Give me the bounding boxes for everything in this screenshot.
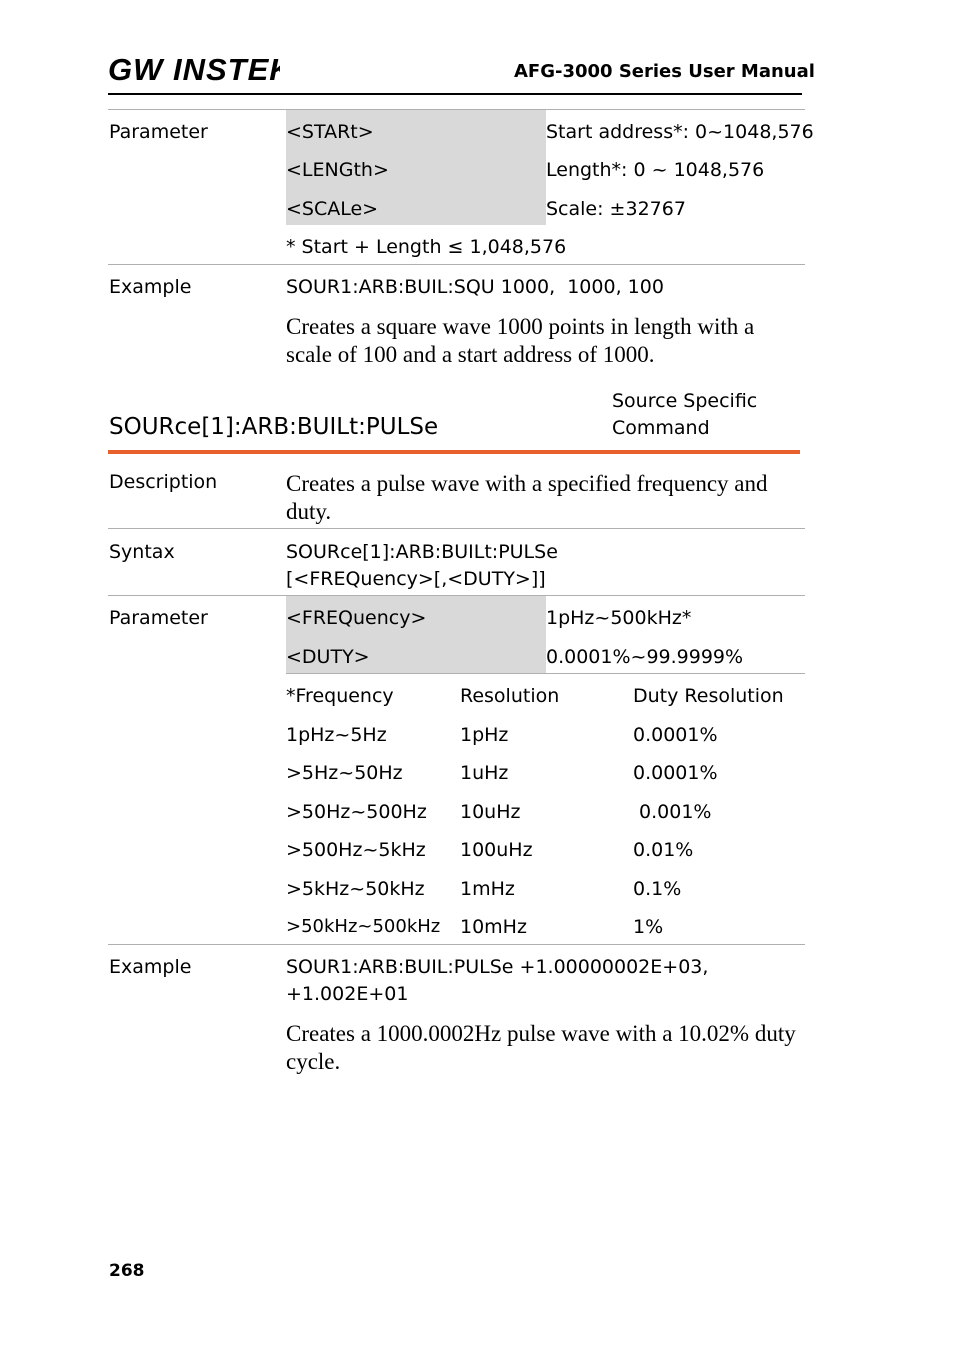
table-cell: 10mHz: [460, 916, 527, 938]
table-cell: >50kHz~500kHz: [286, 916, 441, 937]
parameter-label: Parameter: [109, 121, 208, 143]
example-command: +1.002E+01: [286, 983, 409, 1005]
table-cell: >50Hz~500Hz: [286, 801, 427, 823]
table-cell: 1pHz: [460, 724, 509, 746]
table-header: Resolution: [460, 685, 560, 707]
example-label: Example: [109, 956, 192, 978]
table-cell: 1uHz: [460, 762, 509, 784]
manual-title: AFG-3000 Series User Manual: [514, 61, 815, 82]
param-name: <DUTY>: [286, 646, 370, 668]
table-cell: 0.001%: [633, 801, 712, 823]
section-rule: [108, 450, 800, 454]
table-cell: >5kHz~50kHz: [286, 878, 425, 900]
table-cell: >5Hz~50Hz: [286, 762, 403, 784]
section-category: Source Specific Command: [612, 390, 758, 439]
table-header: Duty Resolution: [633, 685, 784, 707]
table-header: *Frequency: [286, 685, 394, 707]
example-command: SOUR1:ARB:BUIL:SQU 1000, 1000, 100: [286, 276, 664, 298]
table-cell: 1%: [633, 916, 664, 938]
syntax-line: [<FREQuency>[,<DUTY>]]: [286, 568, 546, 590]
table-cell: 1pHz~5Hz: [286, 724, 387, 746]
parameter-note: * Start + Length ≤ 1,048,576: [286, 236, 567, 258]
param-value: Scale: ±32767: [546, 198, 686, 220]
divider: [286, 673, 805, 674]
divider: [108, 944, 805, 945]
param-value: 0.0001%~99.9999%: [546, 646, 744, 668]
example-label: Example: [109, 276, 192, 298]
param-value: Start address*: 0~1048,576: [546, 121, 814, 143]
param-name: <FREQuency>: [286, 607, 427, 629]
param-name: <STARt>: [286, 121, 374, 143]
section-title: SOURce[1]:ARB:BUILt:PULSe: [109, 414, 439, 440]
brand-logo: [108, 52, 280, 86]
param-value: Length*: 0 ~ 1048,576: [546, 159, 765, 181]
table-cell: 0.0001%: [633, 762, 718, 784]
table-cell: 0.0001%: [633, 724, 718, 746]
table-cell: 10uHz: [460, 801, 521, 823]
syntax-line: SOURce[1]:ARB:BUILt:PULSe: [286, 541, 558, 563]
logo-text: GW INSTEK: [108, 52, 280, 86]
syntax-label: Syntax: [109, 541, 175, 563]
table-cell: >500Hz~5kHz: [286, 839, 426, 861]
example-description: Creates a square wave 1000 points in length with a scale of 100 and a start address of 1000.: [286, 314, 755, 367]
divider: [108, 264, 805, 265]
description-label: Description: [109, 471, 218, 493]
page-number: 268: [109, 1261, 145, 1281]
table-cell: 100uHz: [460, 839, 533, 861]
example-description: Creates a 1000.0002Hz pulse wave with a 10.02% duty cycle.: [286, 1021, 796, 1074]
param-value: 1pHz~500kHz*: [546, 607, 692, 629]
description-text: Creates a pulse wave with a specified frequency and duty.: [286, 471, 768, 524]
gw-instek-logo: [108, 52, 280, 86]
table-cell: 0.01%: [633, 839, 694, 861]
table-cell: 0.1%: [633, 878, 682, 900]
example-command: SOUR1:ARB:BUIL:PULSe +1.00000002E+03,: [286, 956, 709, 978]
param-name: <LENGth>: [286, 159, 389, 181]
table-cell: 1mHz: [460, 878, 515, 900]
header-rule: [108, 93, 802, 95]
divider: [108, 528, 805, 529]
parameter-label: Parameter: [109, 607, 208, 629]
param-name: <SCALe>: [286, 198, 379, 220]
